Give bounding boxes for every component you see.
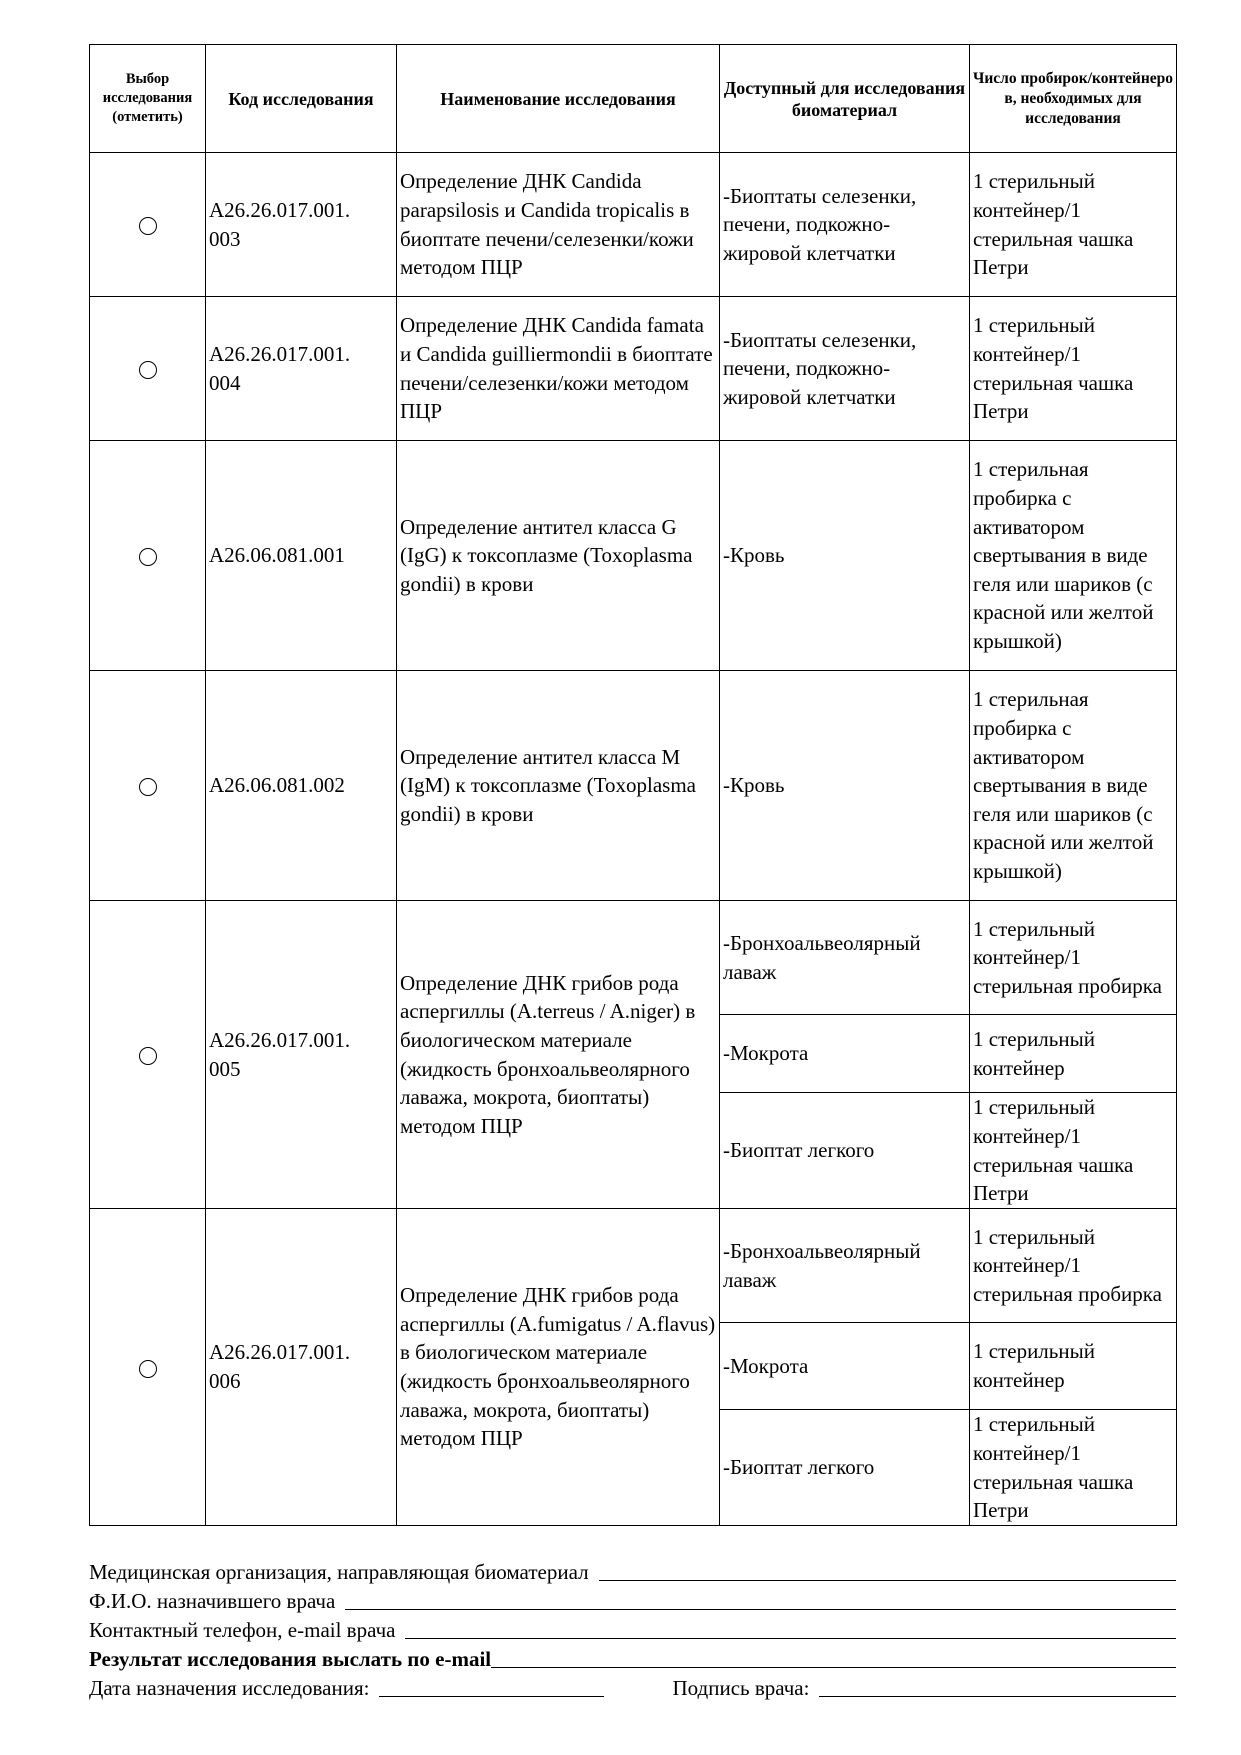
tubes-cell: 1 стерильная пробирка с активатором свертывания в виде геля или шариков (с красной или желтой крышкой): [970, 441, 1177, 671]
study-name: Определение ДНК Candida famata и Candida guilliermondii в биоптате печени/селезенки/кожи методом ПЦР: [397, 297, 720, 441]
study-select-radio[interactable]: [139, 778, 157, 796]
biomaterial-cell: -Биоптат легкого: [720, 1410, 970, 1526]
organization-row: [89, 1558, 1176, 1587]
biomaterial-cell: -Биоптат легкого: [720, 1093, 970, 1209]
referral-footer: [89, 1558, 1176, 1703]
header-name: Наименование исследования: [397, 45, 720, 153]
study-code: А26.06.081.001: [206, 441, 397, 671]
email-field[interactable]: [491, 1645, 1176, 1668]
contact-field[interactable]: [405, 1616, 1176, 1639]
study-code: А26.26.017.001. 006: [206, 1209, 397, 1526]
select-cell: [90, 297, 206, 441]
header-tubes: Число пробирок/контейнеро в, необходимых для исследования: [970, 45, 1177, 153]
contact-label: Контактный телефон, e-mail врача: [89, 1618, 396, 1642]
table-row: [90, 1209, 1177, 1323]
select-cell: [90, 671, 206, 901]
biomaterial-cell: -Биоптаты селезенки, печени, подкожно-жировой клетчатки: [720, 297, 970, 441]
tubes-cell: 1 стерильный контейнер: [970, 1015, 1177, 1093]
organization-field[interactable]: [599, 1558, 1176, 1581]
doctor-name-field[interactable]: [345, 1587, 1176, 1610]
date-field[interactable]: [379, 1674, 604, 1697]
study-name: Определение антител класса G (IgG) к токсоплазме (Toxoplasma gondii) в крови: [397, 441, 720, 671]
send-result-row: [89, 1645, 1176, 1674]
signature-field[interactable]: [819, 1674, 1176, 1697]
table-row: [90, 671, 1177, 901]
select-cell: [90, 441, 206, 671]
header-biomaterial: Доступный для исследования биоматериал: [720, 45, 970, 153]
study-name: Определение антител класса M (IgM) к токсоплазме (Toxoplasma gondii) в крови: [397, 671, 720, 901]
biomaterial-cell: -Бронхоальвеолярный лаваж: [720, 1209, 970, 1323]
table-row: [90, 901, 1177, 1015]
tubes-cell: 1 стерильный контейнер/1 стерильная чашка Петри: [970, 153, 1177, 297]
biomaterial-cell: -Кровь: [720, 441, 970, 671]
study-select-radio[interactable]: [139, 217, 157, 235]
tubes-cell: 1 стерильный контейнер/1 стерильная пробирка: [970, 901, 1177, 1015]
table-row: [90, 153, 1177, 297]
biomaterial-cell: -Кровь: [720, 671, 970, 901]
biomaterial-cell: -Мокрота: [720, 1323, 970, 1410]
study-select-radio[interactable]: [139, 1047, 157, 1065]
date-signature-row: [89, 1674, 1176, 1703]
header-code: Код исследования: [206, 45, 397, 153]
table-row: [90, 441, 1177, 671]
study-code: А26.06.081.002: [206, 671, 397, 901]
tubes-cell: 1 стерильный контейнер/1 стерильная чашка Петри: [970, 1093, 1177, 1209]
table-header-row: [90, 45, 1177, 153]
tubes-cell: 1 стерильный контейнер/1 стерильная пробирка: [970, 1209, 1177, 1323]
select-cell: [90, 153, 206, 297]
organization-label: Медицинская организация, направляющая биоматериал: [89, 1560, 589, 1584]
tubes-cell: 1 стерильная пробирка с активатором свертывания в виде геля или шариков (с красной или желтой крышкой): [970, 671, 1177, 901]
tubes-cell: 1 стерильный контейнер/1 стерильная чашка Петри: [970, 1410, 1177, 1526]
study-select-radio[interactable]: [139, 548, 157, 566]
studies-table: [89, 44, 1177, 1526]
date-label: Дата назначения исследования:: [89, 1676, 370, 1700]
study-select-radio[interactable]: [139, 361, 157, 379]
select-cell: [90, 901, 206, 1209]
signature-label: Подпись врача:: [672, 1676, 810, 1700]
tubes-cell: 1 стерильный контейнер/1 стерильная чашка Петри: [970, 297, 1177, 441]
biomaterial-cell: -Бронхоальвеолярный лаваж: [720, 901, 970, 1015]
table-row: [90, 297, 1177, 441]
contact-row: [89, 1616, 1176, 1645]
send-result-label: Результат исследования выслать по e-mail: [89, 1647, 492, 1671]
header-select: Выбор исследования (отметить): [90, 45, 206, 153]
select-cell: [90, 1209, 206, 1526]
study-code: А26.26.017.001. 004: [206, 297, 397, 441]
study-name: Определение ДНК Candida parapsilosis и Candida tropicalis в биоптате печени/селезенки/кожи методом ПЦР: [397, 153, 720, 297]
doctor-name-label: Ф.И.О. назначившего врача: [89, 1589, 336, 1613]
biomaterial-cell: -Биоптаты селезенки, печени, подкожно-жировой клетчатки: [720, 153, 970, 297]
study-code: А26.26.017.001. 005: [206, 901, 397, 1209]
study-code: А26.26.017.001. 003: [206, 153, 397, 297]
tubes-cell: 1 стерильный контейнер: [970, 1323, 1177, 1410]
doctor-name-row: [89, 1587, 1176, 1616]
biomaterial-cell: -Мокрота: [720, 1015, 970, 1093]
study-name: Определение ДНК грибов рода аспергиллы (A.terreus / A.niger) в биологическом материале (жидкость бронхоальвеолярного лаважа, мокрота, биоптаты) методом ПЦР: [397, 901, 720, 1209]
study-name: Определение ДНК грибов рода аспергиллы (A.fumigatus / A.flavus) в биологическом материале (жидкость бронхоальвеолярного лаважа, мокрота, биоптаты) методом ПЦР: [397, 1209, 720, 1526]
study-select-radio[interactable]: [139, 1360, 157, 1378]
